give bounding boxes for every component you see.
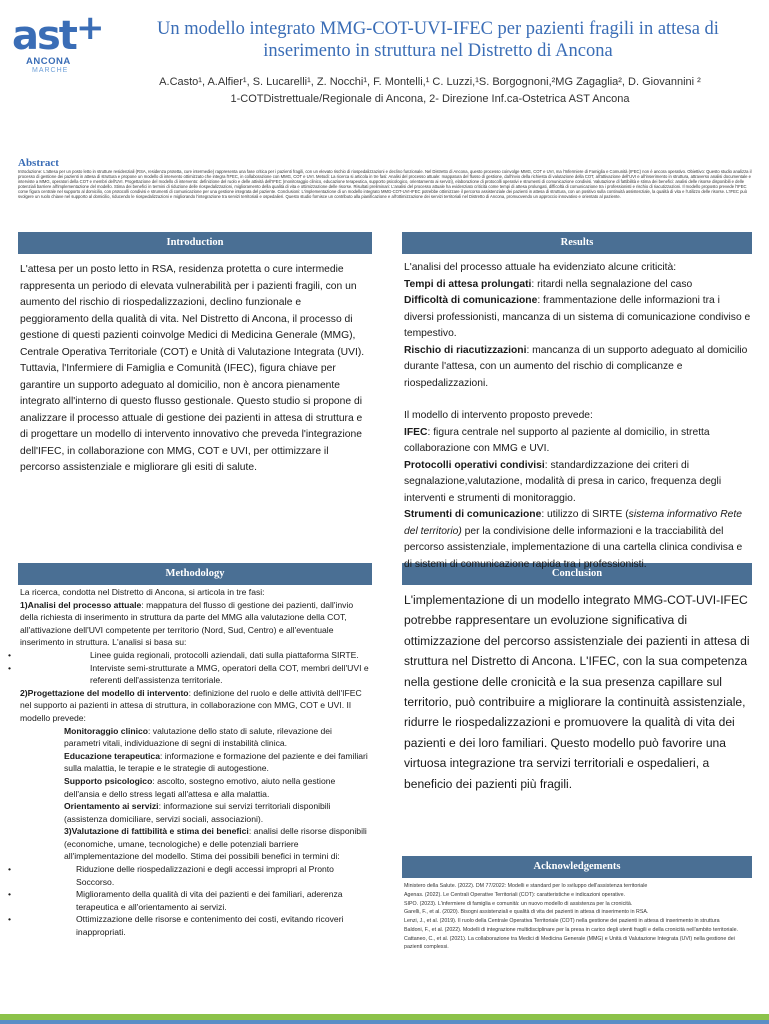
conclusion-text: L'implementazione di un modello integrato MMG-COT-UVI-IFEC potrebbe rappresentare un evoluzione significativa di ottimizzazione del percorso assistenziale dei pazienti in attesa di struttura nel Distretto di Ancona. L'IFEC, con la sua competenza nella gestione delle cronicità e la sua presenza capillare sul territorio, può contribuire a migliorare la continuità assistenziale, ridurre le riospedalizzazioni e promuovere la qualità di vita dei pazienti e dei loro familiari. Questo modello può favorire una virtuosa integrazione tra servizi territoriali e ospedalieri, a beneficio dei pazienti più fragili. [404,593,750,791]
method-phase2-item: Educazione terapeutica: informazione e formazione del paziente e dei familiari sulla malattia, le terapie e le strategie di autogestione. [64,750,368,774]
ast-ancona-logo [12,8,105,76]
reference-item: SIPO. (2023). L'infermiere di famiglia e comunità: un nuovo modello di assistenza per la cronicità. [404,900,633,907]
method-phase2: 2)Progettazione del modello di intervento: definizione del ruolo e delle attività dell'IFEC nel supporto ai pazienti in attesa di struttura, in collaborazione con MMG, COT e UVI. Il modello prevede: [20,687,362,723]
results-intro: L'analisi del processo attuale ha evidenziato alcune criticità: [404,262,677,273]
result-item-1: Difficoltà di comunicazione: frammentazione delle informazioni tra i diversi professionisti, mancanza di un sistema di comunicazione condiviso e tempestivo. [404,295,751,339]
authors: A.Casto¹, A.Alfier¹, S. Lucarelli¹, Z. Nocchi¹, F. Montelli,¹ C. Luzzi,¹S. Borgognoni,²MG Zagaglia², D. Giovannini ² [159,76,701,88]
methodology-body [20,586,370,939]
method-intro: La ricerca, condotta nel Distretto di Ancona, si articola in tre fasi: [20,587,265,597]
logo-region: MARCHE [32,67,69,74]
method-phase1: 1)Analisi del processo attuale: mappatura del flusso di gestione dei pazienti, dall'invio della richiesta di inserimento in struttura da parte del MMG alla valutazione della COT, all'attivazione dell'UVI competente per territorio (Nord, Sud, Centro) e all'eventuale inserimento in struttura. L'analisi si basa su: [20,599,354,648]
method-phase3-bullet: • Riduzione delle riospedalizzazioni e degli accessi impropri al Pronto Soccorso. [20,863,370,888]
abstract-heading: Abstract [18,157,59,169]
method-phase1-bullet: • Linee guida regionali, protocolli aziendali, dati sulla piattaforma SIRTE. [20,649,370,662]
reference-item: Ministero della Salute. (2022). DM 77/2022: Modelli e standard per lo sviluppo dell'assistenza territoriale [404,883,648,889]
abstract-text: Introduzione: L'attesa per un posto letto in strutture residenziali (RSA, residenza protetta, cure intermedie) rappresenta una fase critica per i pazienti fragili, con un elevato rischio di riospedalizzazioni e declino funzionale. Nel Distretto di Ancona, questo processo coinvolge MMG, COT e UVI, ma l'Infermiere di Famiglia e Comunità (IFEC) non è ancora operativo. Obiettivo: Questo studio analizza il processo di gestione dei pazienti in attesa di struttura e propone un modello di intervento ottimizzato che integra l'IFEC, in collaborazione con MMG, COT e UVI. Metodi: La ricerca si articola in tre fasi: Analisi del processo attuale: mappatura del flusso di gestione, dall'invio della richiesta di valutazione della COT, all'attivazione dell'UVI e all'inserimento in struttura, attraverso analisi documentale e interviste a MMG, operatori della COT e membri dell'UVI. Progettazione del modello di intervento: definizione del ruolo e delle attività dell'IFEC (monitoraggio clinico, educazione terapeutica, supporto psicologico, orientamento ai servizi), elaborazione di protocolli operativi e strumenti di comunicazione condivisi. Valutazione di fattibilità e stima dei benefici: analisi delle risorse disponibili e delle potenziali barriere all'implementazione del modello. Stima dei benefici in termini di riduzione delle riospedalizzazioni, miglioramento della qualità di vita e ottimizzazione delle risorse. Risultati preliminari: L'analisi del processo attuale ha evidenziato criticità come tempi di attesa prolungati, difficoltà di comunicazione tra i professionisti e rischio di riacutizzazioni. Il modello proposto prevede l'IFEC come figura centrale nel supporto al domicilio, con protocolli condivisi e strumenti di comunicazione per una gestione integrata del paziente. Conclusioni: L'implementazione di un modello integrato MMG-COT-UVI-IFEC potrebbe ottimizzare il percorso assistenziale dei pazienti in attesa di struttura, con un positivo sulla continuità assistenziale, la qualità di vita e l'utilizzo delle risorse. L'IFEC può svolgere un ruolo chiave nel supporto al domicilio, riducendo le riospedalizzazioni e migliorando l'integrazione tra servizi territoriali e ospedalieri. Questo studio fornisce un contributo alla pianificazione e all'ottimizzazione dei servizi territoriali nel Distretto di Ancona, promuovendo un approccio innovativo e orientato al paziente. [18,169,752,200]
model-item-0: IFEC: figura centrale nel supporto al paziente al domicilio, in stretta collaborazione con MMG e UVI. [404,426,710,454]
reference-item: Cattaneo, C., et al. (2021). La collaborazione tra Medici di Medicina Generale (MMG) e Unità di Valutazione Integrata (UVI) nella gestione dei pazienti complessi. [404,935,735,950]
logo-city: ANCONA [26,56,71,67]
poster-title: Un modello integrato MMG-COT-UVI-IFEC per pazienti fragili in attesa di inserimento in struttura nel Distretto di Ancona [157,19,719,61]
reference-item: Agenas. (2022). Le Centrali Operative Territoriali (COT): caratteristiche e indicazioni operative. [404,891,625,898]
abstract-section [18,157,754,200]
result-item-2: Rischio di riacutizzazioni: mancanza di un supporto adeguato al domicilio durante l'attesa, con un aumento del rischio di complicanze e riospedalizzazioni. [404,344,748,389]
conclusion-heading: Conclusion [402,563,752,585]
results-heading: Results [402,232,752,254]
reference-item: Baldoni, F., et al. (2022). Modelli di integrazione multidisciplinare per la presa in carico degli utenti fragili e della cronicità nell'ambito territoriale. [404,926,738,933]
method-phase1-bullet: • Interviste semi-strutturate a MMG, operatori della COT, membri dell'UVI e referenti dell'assistenza territoriale. [20,662,370,687]
model-item-tools: Strumenti di comunicazione: utilizzo di SIRTE (sistema informativo Rete del territorio) per la condivisione delle informazioni e la tracciabilità del percorso assistenziale, implementazione di una cartella clinica condivisa e di sistemi di comunicazione rapida tra i professionisti. [404,509,743,570]
method-phase2-item: Monitoraggio clinico: valutazione dello stato di salute, rilevazione dei parametri vitali, individuazione di segni di instabilità clinica. [64,725,332,749]
method-phase3: 3)Valutazione di fattibilità e stima dei benefici: analisi delle risorse disponibili (economiche, umane, tecnologiche) e delle potenziali barriere all'implementazione del modello. Stima dei possibili benefici in termini di: [64,826,367,862]
logo-wordmark: ast [12,13,76,59]
authors-block [110,74,750,108]
logo-plus-icon: + [76,8,105,48]
acknowledgements-heading: Acknowledgements [402,856,752,878]
result-item-0: Tempi di attesa prolungati: ritardi nella segnalazione del caso [404,278,693,290]
method-phase2-item: Orientamento ai servizi: informazione sui servizi territoriali disponibili (assistenza domiciliare, servizi sociali, associazioni). [64,801,331,824]
model-item-1: Protocolli operativi condivisi: standardizzazione dei criteri di segnalazione,valutazione, modalità di presa in carico, frequenza degli interventi e strumenti di monitoraggio. [404,459,722,504]
affiliations: 1-COTDistrettuale/Regionale di Ancona, 2- Direzione Inf.ca-Ostetrica AST Ancona [230,93,630,105]
method-phase3-bullet: • Miglioramento della qualità di vita dei pazienti e dei familiari, aderenza terapeutica e all'orientamento ai servizi. [20,888,370,913]
method-phase3-bullet: • Ottimizzazione delle risorse e contenimento dei costi, evitando ricoveri inappropriati. [20,913,370,938]
acknowledgements-list [404,882,752,952]
introduction-text: L'attesa per un posto letto in RSA, residenza protetta o cure intermedie rappresenta un periodo di elevata vulnerabilità per i pazienti fragili, con un aumento del rischio di riospedalizzazioni, declino funzionale e peggioramento della qualità di vita. Nel Distretto di Ancona, il processo di gestione di questi pazienti coinvolge Medici di Medicina Generale (MMG), Centrale Operativa Territoriale (COT) e Unità di Valutazione Integrata (UVI). Tuttavia, l'Infermiere di Famiglia e Comunità (IFEC), figura chiave per garantire un supporto adeguato al domicilio, non è ancora pienamente integrato all'interno di questo flusso gestionale. Questo studio si propone di analizzare il processo attuale di gestione dei pazienti in attesa di struttura e di progettare un modello di intervento innovativo che preveda l'integrazione dell'IFEC, in collaborazione con MMG, COT e UVI, per ottimizzare il percorso assistenziale e migliorare gli esiti di salute. [20,264,365,473]
reference-item: Garelli, F., et al. (2020). Bisogni assistenziali e qualità di vita dei pazienti in attesa di inserimento in RSA. [404,909,649,916]
method-phase2-item: Supporto psicologico: ascolto, sostegno emotivo, aiuto nella gestione dell'ansia e dello stress legati all'attesa e alla malattia. [64,775,336,799]
results-body [404,260,752,573]
introduction-heading: Introduction [18,232,372,254]
footer-blue-band [0,1020,769,1024]
model-intro: Il modello di intervento proposto prevede: [404,410,593,421]
methodology-heading: Methodology [18,563,372,585]
reference-item: Lenzi, J., et al. (2019). Il ruolo della Centrale Operativa Territoriale (COT) nella gestione dei pazienti in attesa di inserimento in struttura [404,918,720,925]
